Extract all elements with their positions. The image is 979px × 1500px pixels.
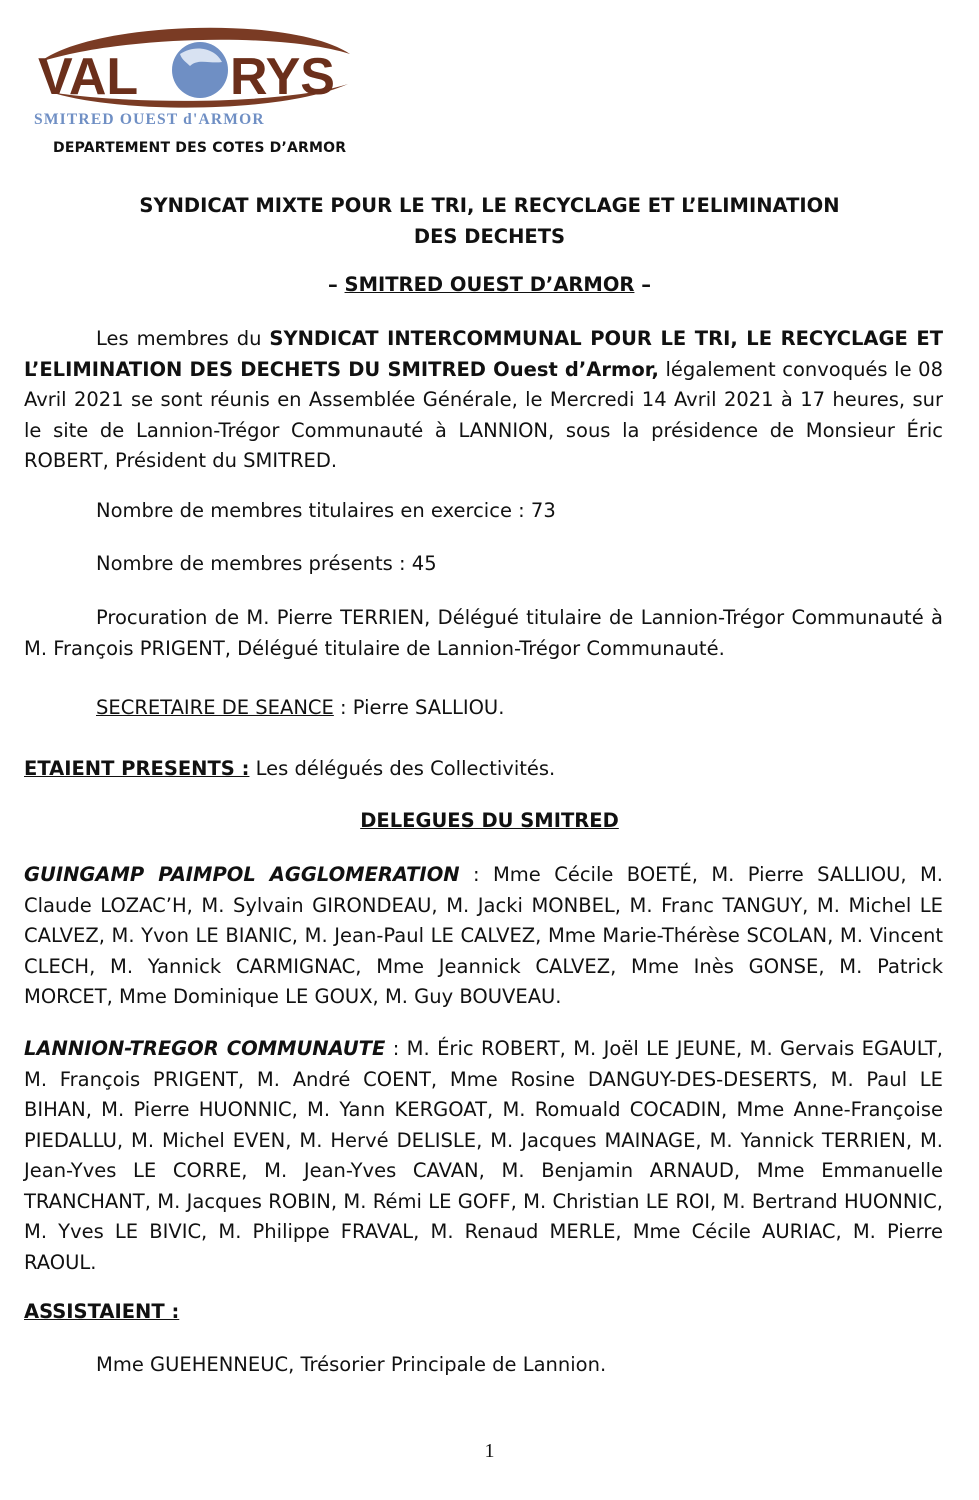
intro-lead: Les membres du [96, 327, 270, 350]
presents-value: Les délégués des Collectivités. [249, 757, 556, 780]
lannion-members: : M. Éric ROBERT, M. Joël LE JEUNE, M. Gervais EGAULT, M. François PRIGENT, M. André COENT, Mme Rosine DANGUY-DES-DESERTS, M. Paul LE BIHAN, M. Pierre HUONNIC, M. Yann KERGOAT, M. Romuald COCADIN, Mme Anne-Françoise PIEDALLU, M. Michel EVEN, M. Hervé DELISLE, M. Jacques MAINAGE, M. Yannick TERRIEN, M. Jean-Yves LE CORRE, M. Jean-Yves CAVAN, M. Benjamin ARNAUD, Mme Emmanuelle TRANCHANT, M. Jacques ROBIN, M. Rémi LE GOFF, M. Christian LE ROI, M. Bertrand HUONNIC, M. Yves LE BIVIC, M. Philippe FRAVAL, M. Renaud MERLE, Mme Cécile AURIAC, M. Pierre RAOUL. [24, 1037, 943, 1274]
subtitle-dash-right: – [634, 273, 651, 296]
guingamp-label: GUINGAMP PAIMPOL AGGLOMERATION [24, 863, 460, 886]
count-titulaires: Nombre de membres titulaires en exercice : 73 [96, 499, 556, 522]
assistaient-label: ASSISTAIENT : [24, 1300, 180, 1323]
lannion-paragraph [24, 1034, 943, 1278]
department-label: DEPARTEMENT DES COTES D’ARMOR [53, 140, 347, 156]
lannion-label: LANNION-TREGOR COMMUNAUTE [24, 1037, 386, 1060]
page-number: 1 [484, 1440, 495, 1462]
document-title [0, 190, 979, 252]
assistaient-value: Mme GUEHENNEUC, Trésorier Principale de Lannion. [96, 1353, 607, 1376]
secretaire-value: : Pierre SALLIOU. [333, 696, 505, 719]
title-line-2: DES DECHETS [413, 225, 566, 248]
intro-bold: SYNDICAT INTERCOMMUNAL POUR LE TRI, LE RECYCLAGE ET L’ELIMINATION DES DECHETS DU SMITRED Ouest d’Armor, [24, 327, 943, 381]
subtitle-text: SMITRED OUEST D’ARMOR [344, 273, 635, 296]
presents-label: ETAIENT PRESENTS : [24, 757, 250, 780]
svg-text:VAL: VAL [38, 48, 139, 106]
secretaire-line [96, 696, 504, 719]
presents-line [24, 757, 555, 780]
subtitle-dash-left: – [328, 273, 345, 296]
title-line-1: SYNDICAT MIXTE POUR LE TRI, LE RECYCLAGE ET L’ELIMINATION [139, 194, 840, 217]
svg-text:RYS: RYS [230, 48, 335, 106]
intro-paragraph [24, 324, 943, 477]
guingamp-members: : Mme Cécile BOETÉ, M. Pierre SALLIOU, M. Claude LOZAC’H, M. Sylvain GIRONDEAU, M. Jacki MONBEL, M. Franc TANGUY, M. Michel LE CALVEZ, M. Yvon LE BIANIC, M. Jean-Paul LE CALVEZ, Mme Marie-Thérèse SCOLAN, M. Vincent CLECH, M. Yannick CARMIGNAC, Mme Jeannick CALVEZ, Mme Inès GONSE, M. Patrick MORCET, Mme Dominique LE GOUX, M. Guy BOUVEAU. [24, 863, 943, 1008]
intro-rest: légalement convoqués le 08 Avril 2021 se sont réunis en Assemblée Générale, le Mercredi 14 Avril 2021 à 17 heures, sur le site de Lannion-Trégor Communauté à LANNION, sous la présidence de Monsieur Éric ROBERT, Président du SMITRED. [24, 357, 943, 472]
delegues-heading: DELEGUES DU SMITRED [360, 809, 619, 832]
valorys-logo [30, 14, 370, 132]
secretaire-label: SECRETAIRE DE SEANCE [96, 696, 334, 719]
document-subtitle [0, 273, 979, 296]
procuration-paragraph: Procuration de M. Pierre TERRIEN, Délégué titulaire de Lannion-Trégor Communauté à M. François PRIGENT, Délégué titulaire de Lannion-Trégor Communauté. [24, 606, 943, 660]
svg-text:SMITRED OUEST d'ARMOR: SMITRED OUEST d'ARMOR [34, 111, 265, 128]
count-presents: Nombre de membres présents : 45 [96, 552, 437, 575]
guingamp-paragraph [24, 860, 943, 1013]
